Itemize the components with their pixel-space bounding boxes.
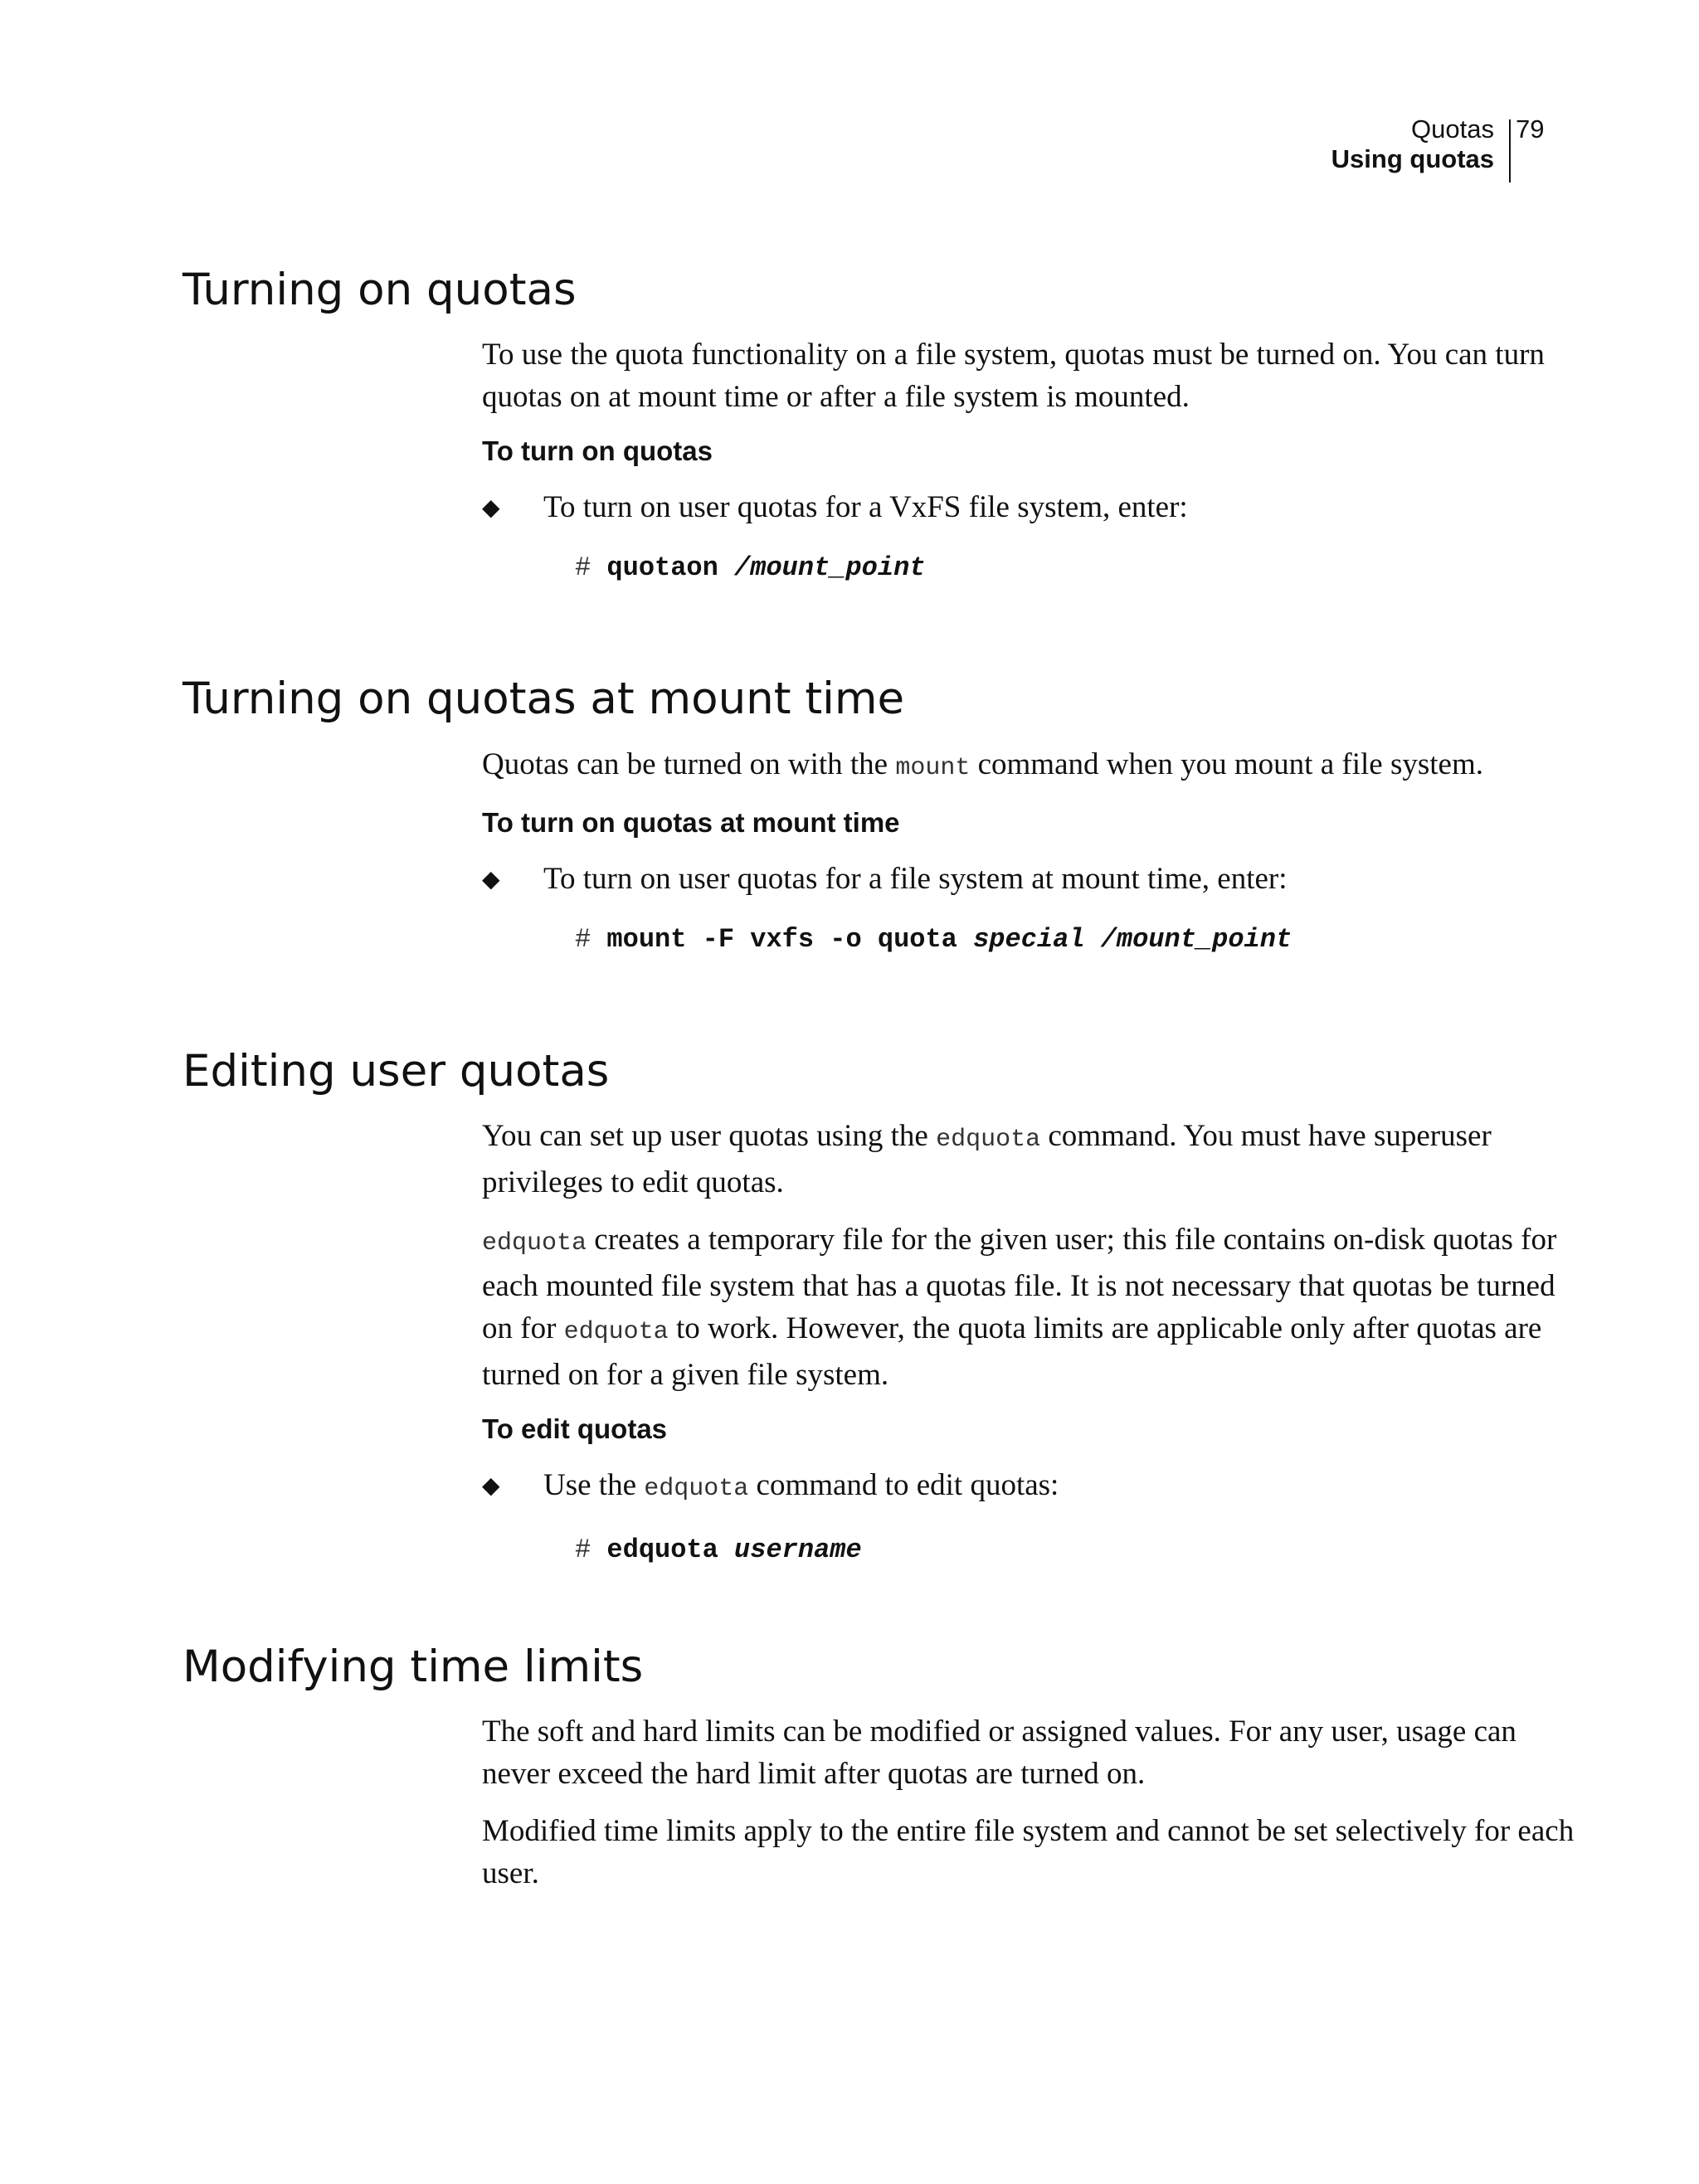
inline-code: edquota — [482, 1229, 587, 1257]
section-body-editing-user-quotas — [482, 1115, 1585, 1569]
inline-code: edquota — [936, 1126, 1041, 1154]
command-name: edquota — [606, 1535, 718, 1565]
diamond-bullet-icon: ◆ — [482, 865, 500, 893]
paragraph-text: command when you mount a file system. — [970, 747, 1483, 781]
chapter-title: Quotas — [1411, 114, 1494, 143]
step-text: To turn on user quotas for a file system at mount time, enter: — [543, 862, 1288, 896]
running-header-text — [1331, 114, 1494, 174]
step-text: To turn on user quotas for a VxFS file system, enter: — [543, 490, 1188, 524]
procedure-step — [482, 1464, 1585, 1510]
diamond-bullet-icon: ◆ — [482, 494, 500, 521]
section-heading-modifying-time-limits: Modifying time limits — [183, 1642, 644, 1692]
header-divider — [1509, 119, 1511, 182]
running-header — [1061, 114, 1559, 189]
diamond-bullet-icon: ◆ — [482, 1471, 500, 1499]
procedure-title: To edit quotas — [482, 1413, 668, 1444]
step-text-part: Use the — [543, 1468, 645, 1502]
command-argument: username — [734, 1535, 862, 1565]
command-argument: special /mount_point — [973, 924, 1293, 955]
step-text — [543, 1464, 1059, 1510]
procedure-step — [482, 486, 1585, 528]
command-line — [575, 1532, 1585, 1569]
paragraph: The soft and hard limits can be modified or assigned values. For any user, usage can never exceed the hard limit after quotas are turned on. — [482, 1715, 1516, 1791]
command-line — [575, 922, 1585, 958]
command-prompt: # — [575, 552, 591, 583]
section-body-turning-on-quotas — [482, 333, 1585, 586]
command-line — [575, 550, 1585, 586]
command-name: mount -F vxfs -o quota — [606, 924, 957, 955]
paragraph-text: You can set up user quotas using the — [482, 1119, 937, 1153]
paragraph-text: command. You must have superuser privileges to edit quotas. — [482, 1119, 1492, 1199]
paragraph-text: Quotas can be turned on with the — [482, 747, 896, 781]
section-heading-editing-user-quotas: Editing user quotas — [183, 1046, 610, 1097]
paragraph — [482, 743, 1585, 790]
paragraph — [482, 1218, 1585, 1396]
command-argument: /mount_point — [734, 552, 926, 583]
command-prompt: # — [575, 1535, 591, 1565]
step-text-part: command to edit quotas: — [748, 1468, 1059, 1502]
procedure-title: To turn on quotas at mount time — [482, 807, 900, 838]
section-body-modifying-time-limits — [482, 1710, 1585, 1909]
paragraph: Modified time limits apply to the entire file system and cannot be set selectively for each user. — [482, 1814, 1575, 1890]
inline-code: edquota — [563, 1318, 669, 1346]
paragraph-text: to work. However, the quota limits are applicable only after quotas are turned on for a given file system. — [482, 1311, 1542, 1392]
section-title: Using quotas — [1331, 144, 1494, 173]
paragraph — [482, 1115, 1585, 1204]
section-body-mount-time — [482, 743, 1585, 958]
section-heading-mount-time: Turning on quotas at mount time — [183, 674, 905, 724]
paragraph-text: creates a temporary file for the given user; this file contains on-disk quotas for each mounted file system that has a quotas file. It is not necessary that quotas be turned on for — [482, 1223, 1557, 1345]
inline-code: edquota — [644, 1475, 749, 1503]
paragraph: To use the quota functionality on a file system, quotas must be turned on. You can turn quotas on at mount time or after a file system is mounted. — [482, 338, 1545, 414]
procedure-title: To turn on quotas — [482, 435, 713, 466]
section-heading-turning-on-quotas: Turning on quotas — [183, 265, 577, 315]
page-number: 79 — [1516, 114, 1545, 143]
command-prompt: # — [575, 924, 591, 955]
procedure-step — [482, 858, 1585, 900]
command-name: quotaon — [606, 552, 718, 583]
inline-code: mount — [895, 754, 971, 782]
